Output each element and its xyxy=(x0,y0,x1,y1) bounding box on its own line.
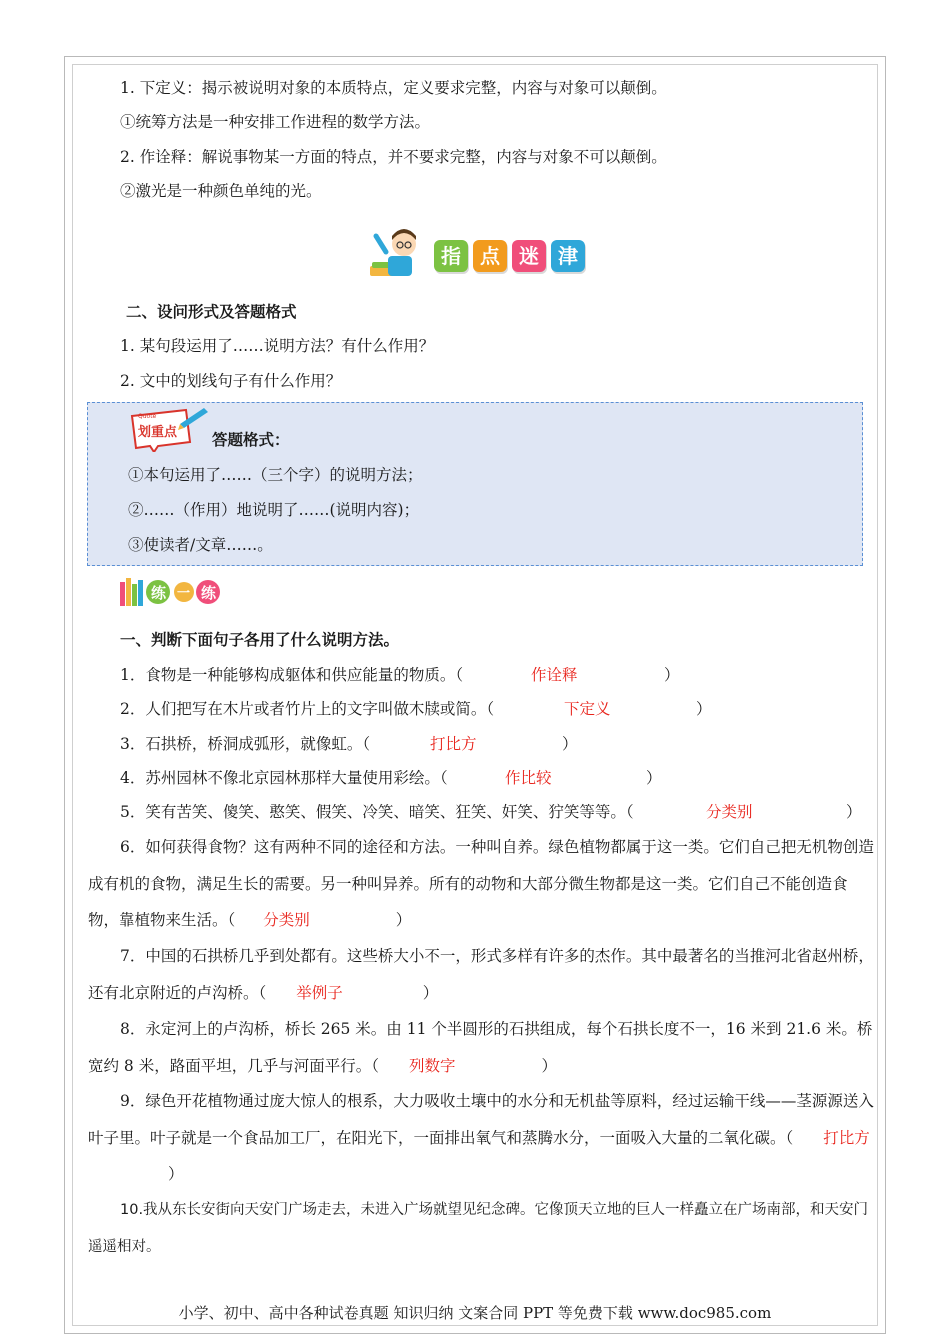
key-points-line-2: ②……（作用）地说明了……(说明内容)； xyxy=(128,501,420,519)
banner-char-4: 津 xyxy=(551,240,585,272)
key-points-line-3: ③使读者/文章……。 xyxy=(128,536,273,554)
key-points-title: 答题格式： xyxy=(212,430,290,449)
practice-label-mid: 一 xyxy=(177,586,191,601)
exercise-question-4: 4．苏州园林不像北京园林那样大量使用彩绘。（ xyxy=(120,769,448,787)
practice-label-left: 练 xyxy=(151,584,167,602)
exercise-question-9: 9．绿色开花植物通过庞大惊人的根系，大力吸收土壤中的水分和无机盐等原料，经过运输干线——茎源源送入叶子里。叶子就是一个食品加工厂，在阳光下，一面排出氧气和蒸腾水分，一面吸入大量的二氧化碳。（ 打比方） xyxy=(88,1092,874,1183)
key-points-line-1: ①本句运用了……（三个字）的说明方法； xyxy=(128,466,423,484)
tips-banner xyxy=(366,226,586,284)
exercise-question-2: 2．人们把写在木片或者竹片上的文字叫做木牍或简。（ xyxy=(120,700,495,718)
section-two-heading: 二、设问形式及答题格式 xyxy=(126,302,297,321)
highlight-stamp-icon xyxy=(128,406,208,452)
exercise-answer-6: 分类别 xyxy=(263,911,310,929)
exercise-answer-2: 下定义 xyxy=(564,700,611,718)
exercise-question-5: 5．笑有苦笑、傻笑、憨笑、假笑、冷笑、暗笑、狂笑、奸笑、狞笑等等。（ xyxy=(120,803,634,821)
exercise-question-10: 10.我从东长安街向天安门广场走去，未进入广场就望见纪念碑。它像顶天立地的巨人一样矗立在广场南部，和天安门遥遥相对。 xyxy=(88,1202,869,1255)
banner-char-2: 点 xyxy=(473,240,507,272)
page-footer: 小学、初中、高中各种试卷真题 知识归纳 文案合同 PPT 等免费下载 www.doc985.com xyxy=(178,1304,772,1322)
exercise-close-4: ） xyxy=(646,769,662,787)
practice-label-icon xyxy=(118,572,224,608)
exercise-question-3: 3．石拱桥，桥洞成弧形，就像虹。（ xyxy=(120,735,371,753)
exercise-answer-8: 列数字 xyxy=(408,1056,456,1075)
exercise-heading: 一、判断下面句子各用了什么说明方法。 xyxy=(120,630,400,649)
exercise-question-7: 7．中国的石拱桥几乎到处都有。这些桥大小不一，形式多样有许多的杰作。其中最著名的当推河北省赵州桥，还有北京附近的卢沟桥。（ 举例子 ） xyxy=(88,947,874,1002)
exercise-answer-9: 打比方 xyxy=(823,1128,870,1147)
stamp-small-text: Quote xyxy=(138,413,157,420)
stamp-text: 划重点 xyxy=(138,425,178,440)
exercise-question-1: 1．食物是一种能够构成躯体和供应能量的物质。（ xyxy=(120,666,464,684)
section-two-question-1: 1. 某句段运用了……说明方法？有什么作用？ xyxy=(120,337,435,355)
banner-char-1: 指 xyxy=(434,240,468,272)
exercise-answer-7: 举例子 xyxy=(296,983,343,1002)
exercise-close-2: ） xyxy=(696,700,712,718)
exercise-answer-3: 打比方 xyxy=(430,735,477,753)
exercise-question-8: 8．永定河上的卢沟桥，桥长 265 米。由 11 个半圆形的石拱组成，每个石拱长度不一，16 米到 21.6 米。桥宽约 8 米，路面平坦，几乎与河面平行。（ 列数字 ） xyxy=(88,1020,873,1075)
practice-label-right: 练 xyxy=(201,584,217,602)
exercise-question-6: 6．如何获得食物？这有两种不同的途径和方法。一种叫自养。绿色植物都属于这一类。它们自己把无机物创造成有机的食物，满足生长的需要。另一种叫异养。所有的动物和大部分微生物都是这一类。它们自己不能创造食物，靠植物来生活。（ 分类别 ） xyxy=(88,838,874,929)
exercise-answer-1: 作诠释 xyxy=(531,666,578,684)
definition-item-1: 1. 下定义：揭示被说明对象的本质特点，定义要求完整，内容与对象可以颠倒。 xyxy=(120,79,667,97)
definition-item-2: 2. 作诠释：解说事物某一方面的特点，并不要求完整，内容与对象不可以颠倒。 xyxy=(120,148,667,166)
exercise-close-5: ） xyxy=(846,803,862,821)
banner-char-3: 迷 xyxy=(512,240,546,272)
definition-example-1: ①统筹方法是一种安排工作进程的数学方法。 xyxy=(120,113,431,131)
exercise-answer-4: 作比较 xyxy=(505,769,552,787)
section-two-question-2: 2. 文中的划线句子有什么作用？ xyxy=(120,372,342,390)
student-illustration-icon xyxy=(366,226,428,282)
exercise-close-3: ） xyxy=(562,735,578,753)
exercise-close-1: ） xyxy=(664,666,680,684)
exercise-answer-5: 分类别 xyxy=(706,803,753,821)
definition-example-2: ②激光是一种颜色单纯的光。 xyxy=(120,182,322,200)
